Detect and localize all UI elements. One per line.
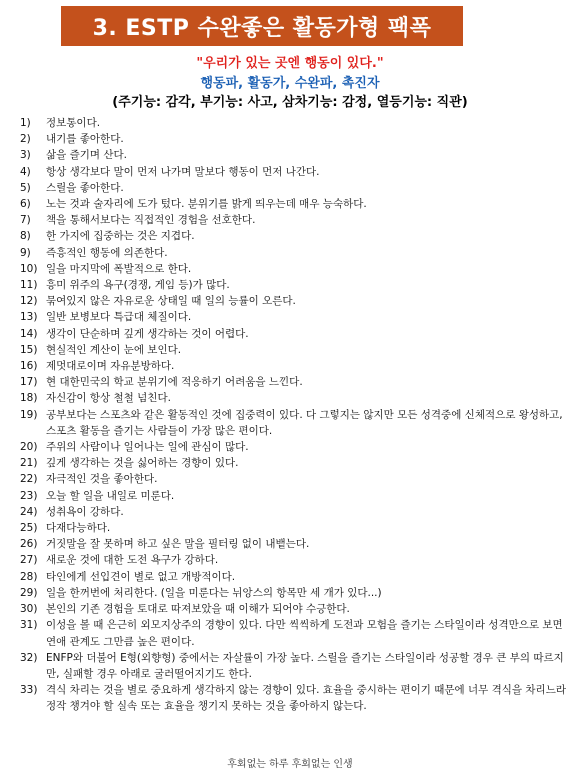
list-item [20,245,568,261]
item-number: 18) [20,392,38,405]
item-number: 11) [20,279,38,292]
item-number: 17) [20,376,38,389]
item-number: 16) [20,360,38,373]
list-item [20,650,568,682]
item-number: 27) [20,554,38,567]
list-item [20,196,568,212]
list-item [20,164,568,180]
item-text: 오늘 할 일을 내일로 미룬다. [46,489,175,502]
item-text: 일반 보병보다 특급대 체질이다. [46,311,192,324]
list-item [20,228,568,244]
item-text: 자극적인 것을 좋아한다. [46,473,158,486]
item-text: 현실적인 계산이 눈에 보인다. [46,343,182,356]
list-item [20,617,568,649]
type-tags: 행동파, 활동가, 수완파, 촉진자 [200,76,380,91]
item-text: 성취욕이 강하다. [46,505,124,518]
list-item [20,455,568,471]
list-item [20,504,568,520]
item-text: 이성을 볼 때 은근히 외모지상주의 경향이 있다. 다만 씩씩하게 도전과 모험을 즐기는 스타일이라 성격만으로 보면 연애 관계도 그만큼 높은 편이다. [46,619,563,648]
list-item [20,326,568,342]
item-text: 항상 생각보다 말이 먼저 나가며 말보다 행동이 먼저 나간다. [46,165,320,178]
trait-list [20,115,568,715]
list-item [20,488,568,504]
item-text: 노는 것과 술자리에 도가 텄다. 분위기를 밝게 띄우는데 매우 능숙하다. [46,198,367,211]
list-item [20,293,568,309]
item-text: 격식 차리는 것을 별로 중요하게 생각하지 않는 경향이 있다. 효율을 중시하는 편이기 때문에 너무 격식을 차리느라 정작 챙겨야 할 실속 또는 효율을 챙기지 못하는 것을 좋아하지 않는다. [46,684,566,713]
list-item [20,407,568,439]
item-text: 묶여있지 않은 자유로운 상태일 때 일의 능률이 오른다. [46,295,296,308]
item-number: 12) [20,295,38,308]
item-text: 정보통이다. [46,117,101,129]
item-number: 7) [20,214,31,227]
list-item [20,585,568,601]
item-text: ENFP와 더불어 E형(외향형) 중에서는 자살률이 가장 높다. 스릴을 즐기는 스타일이라 성공할 경우 큰 부의 따르지만, 실패할 경우 아래로 굴러떨어지기도 한다. [46,651,564,680]
item-text: 책을 통해서보다는 직접적인 경험을 선호한다. [46,214,256,227]
item-number: 14) [20,327,38,340]
item-number: 26) [20,538,38,551]
item-text: 새로운 것에 대한 도전 욕구가 강하다. [46,554,219,567]
list-item [20,115,568,131]
page-title: 3. ESTP 수완좋은 활동가형 팩폭 [92,15,432,41]
item-number: 1) [20,117,31,129]
list-item [20,552,568,568]
item-text: 타인에게 선입견이 별로 없고 개방적이다. [46,570,236,583]
item-text: 일을 한꺼번에 처리한다. (일을 미룬다는 뉘앙스의 항목만 세 개가 있다...) [46,586,382,599]
footer-caption: 후회없는 하루 후회없는 인생 [227,759,353,770]
list-item [20,536,568,552]
item-number: 29) [20,586,38,599]
item-text: 한 가지에 집중하는 것은 지겹다. [46,230,195,243]
item-number: 25) [20,522,38,535]
item-number: 2) [20,133,31,146]
item-text: 스릴을 좋아한다. [46,181,124,194]
item-text: 다재다능하다. [46,522,111,535]
item-number: 30) [20,603,38,616]
list-item [20,569,568,585]
item-text: 내기를 좋아한다. [46,133,124,146]
list-item [20,261,568,277]
item-text: 주위의 사람이나 일어나는 일에 관심이 많다. [46,441,249,454]
item-text: 본인의 기존 경험을 토대로 따져보았을 때 이해가 되어야 수긍한다. [46,603,350,616]
list-item [20,682,568,714]
item-number: 13) [20,311,38,324]
item-text: 흥미 위주의 욕구(경쟁, 게임 등)가 많다. [46,279,230,292]
item-number: 6) [20,198,31,211]
item-number: 15) [20,343,38,356]
item-number: 24) [20,505,38,518]
cognitive-functions: (주기능: 감각, 부기능: 사고, 삼차기능: 감정, 열등기능: 직관) [112,95,468,110]
list-item [20,212,568,228]
list-item [20,390,568,406]
list-item [20,342,568,358]
item-number: 9) [20,246,31,259]
item-text: 제멋대로이며 자유분방하다. [46,360,175,373]
item-number: 3) [20,149,31,162]
item-number: 33) [20,684,38,697]
list-item [20,358,568,374]
item-text: 일을 마지막에 폭발적으로 한다. [46,262,192,275]
item-number: 23) [20,489,38,502]
motto-quote: "우리가 있는 곳엔 행동이 있다." [196,56,384,71]
item-text: 삶을 즐기며 산다. [46,149,128,162]
item-number: 4) [20,165,31,178]
item-text: 거짓말을 잘 못하며 하고 싶은 말을 필터링 없이 내뱉는다. [46,538,310,551]
item-number: 20) [20,441,38,454]
list-item [20,439,568,455]
list-item [20,309,568,325]
item-number: 31) [20,619,38,632]
item-number: 5) [20,181,31,194]
list-item [20,180,568,196]
list-item [20,374,568,390]
title-banner [61,6,463,46]
item-text: 자신감이 항상 철철 넘친다. [46,392,171,405]
list-item [20,147,568,163]
item-text: 즉흥적인 행동에 의존한다. [46,246,168,259]
item-text: 생각이 단순하며 깊게 생각하는 것이 어렵다. [46,327,249,340]
item-number: 32) [20,651,38,664]
list-item [20,520,568,536]
item-number: 21) [20,457,38,470]
list-item [20,277,568,293]
item-number: 22) [20,473,38,486]
list-item [20,471,568,487]
item-number: 10) [20,262,38,275]
list-item [20,131,568,147]
item-number: 28) [20,570,38,583]
item-text: 현 대한민국의 학교 분위기에 적응하기 어려움을 느낀다. [46,376,303,389]
item-number: 19) [20,408,38,421]
item-text: 공부보다는 스포츠와 같은 활동적인 것에 집중력이 있다. 다 그렇지는 않지만 모든 성격중에 신체적으로 왕성하고, 스포츠 활동을 즐기는 사람들이 가장 많은 편이다. [46,408,563,437]
list-item [20,601,568,617]
item-number: 8) [20,230,31,243]
item-text: 깊게 생각하는 것을 싫어하는 경향이 있다. [46,457,239,470]
